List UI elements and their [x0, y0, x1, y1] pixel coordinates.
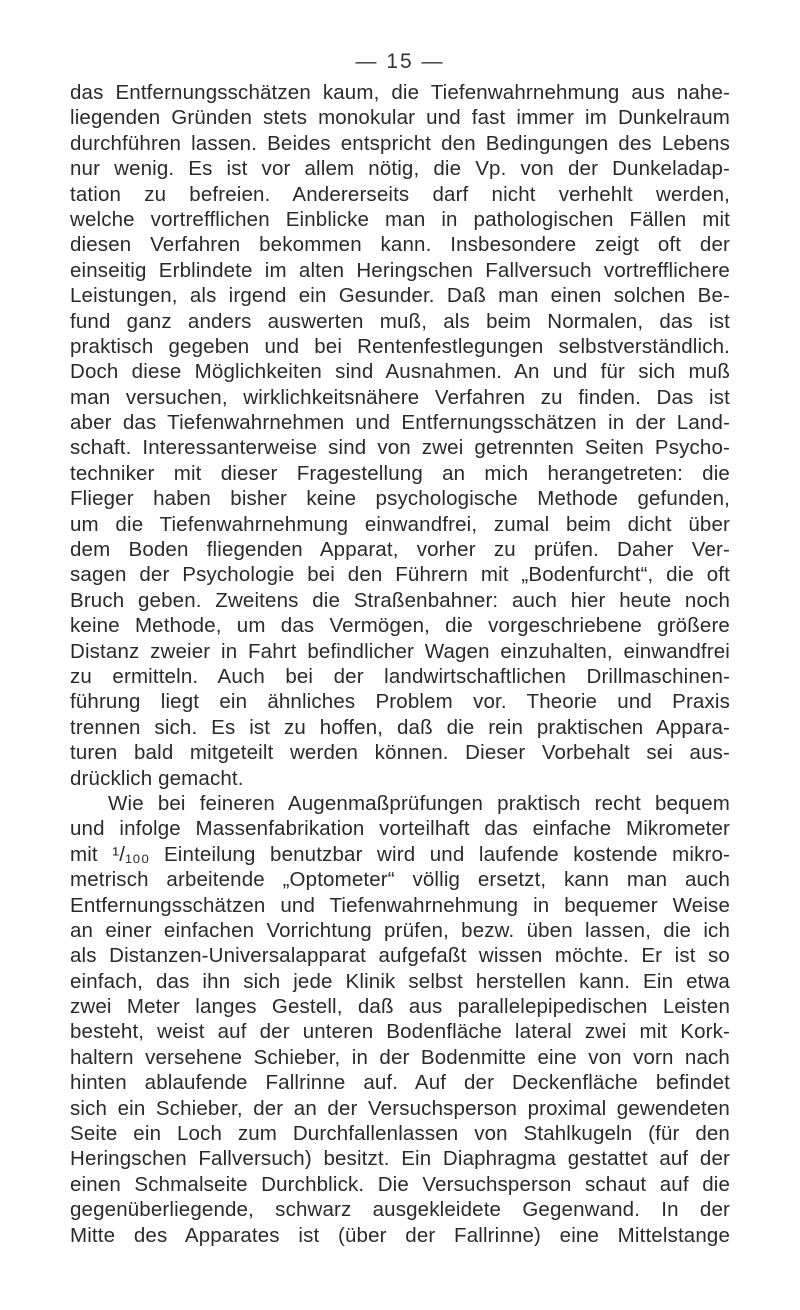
text-line: man versuchen, wirklichkeitsnähere Verfahren zu finden. Das ist: [70, 385, 730, 409]
text-line: einen Schmalseite Durchblick. Die Versuchsperson schaut auf die: [70, 1172, 730, 1196]
text-line: welche vortrefflichen Einblicke man in pathologischen Fällen mit: [70, 207, 730, 231]
text-line: an einer einfachen Vorrichtung prüfen, bezw. üben lassen, die ich: [70, 918, 730, 942]
text-line: als Distanzen-Universalapparat aufgefaßt wissen möchte. Er ist so: [70, 944, 730, 968]
text-line: nur wenig. Es ist vor allem nötig, die Vp. von der Dunkeladap-: [70, 157, 730, 181]
text-line: Distanz zweier in Fahrt befindlicher Wagen einzuhalten, einwandfrei: [70, 639, 730, 663]
page-number: — 15 —: [355, 50, 445, 73]
text-line: sagen der Psychologie bei den Führern mit „Bodenfurcht“, die oft: [70, 563, 730, 587]
text-line: schaft. Interessanterweise sind von zwei getrennten Seiten Psycho-: [70, 436, 730, 460]
text-line: um die Tiefenwahrnehmung einwandfrei, zumal beim dicht über: [70, 512, 730, 536]
text-line: gegenüberliegende, schwarz ausgekleidete Gegenwand. In der: [70, 1198, 730, 1222]
text-line: Leistungen, als irgend ein Gesunder. Daß man einen solchen Be-: [70, 284, 730, 308]
text-line: tation zu befreien. Andererseits darf nicht verhehlt werden,: [70, 182, 730, 206]
text-line: sich ein Schieber, der an der Versuchsperson proximal gewendeten: [70, 1096, 730, 1120]
text-line: Bruch geben. Zweitens die Straßenbahner: auch hier heute noch: [70, 588, 730, 612]
text-line: Flieger haben bisher keine psychologische Methode gefunden,: [70, 487, 730, 511]
text-line: mit ¹/₁₀₀ Einteilung benutzbar wird und laufende kostende mikro-: [70, 842, 730, 866]
text-line: trennen sich. Es ist zu hoffen, daß die rein praktischen Appara-: [70, 715, 730, 739]
text-line: hinten ablaufende Fallrinne auf. Auf der Deckenfläche befindet: [70, 1071, 730, 1095]
body-text: [70, 80, 730, 1248]
text-line: zwei Meter langes Gestell, daß aus parallelepipedischen Leisten: [70, 995, 730, 1019]
text-line: einseitig Erblindete im alten Heringschen Fallversuch vortrefflichere: [70, 258, 730, 282]
text-line: aber das Tiefenwahrnehmen und Entfernungsschätzen in der Land-: [70, 411, 730, 435]
text-line: keine Methode, um das Vermögen, die vorgeschriebene größere: [70, 614, 730, 638]
text-line: liegenden Gründen stets monokular und fast immer im Dunkelraum: [70, 106, 730, 130]
text-line: einfach, das ihn sich jede Klinik selbst herstellen kann. Ein etwa: [70, 969, 730, 993]
text-line: Doch diese Möglichkeiten sind Ausnahmen. An und für sich muß: [70, 360, 730, 384]
text-line: zu ermitteln. Auch bei der landwirtschaftlichen Drillmaschinen-: [70, 664, 730, 688]
text-line: das Entfernungsschätzen kaum, die Tiefenwahrnehmung aus nahe-: [70, 81, 730, 104]
text-line: dem Boden fliegenden Apparat, vorher zu prüfen. Daher Ver-: [70, 538, 730, 562]
text-line: Seite ein Loch zum Durchfallenlassen von Stahlkugeln (für den: [70, 1122, 730, 1146]
text-line: diesen Verfahren bekommen kann. Insbesondere zeigt oft der: [70, 233, 730, 257]
text-line: besteht, weist auf der unteren Bodenfläche lateral zwei mit Kork-: [70, 1020, 730, 1044]
text-line: techniker mit dieser Fragestellung an mich herangetreten: die: [70, 461, 730, 485]
text-line: Heringschen Fallversuch) besitzt. Ein Diaphragma gestattet auf der: [70, 1147, 730, 1171]
text-line: Wie bei feineren Augenmaßprüfungen praktisch recht bequem: [108, 791, 730, 815]
text-line: Mitte des Apparates ist (über der Fallrinne) eine Mittelstange: [70, 1223, 730, 1247]
text-line: führung liegt ein ähnliches Problem vor. Theorie und Praxis: [70, 690, 730, 714]
text-line: haltern versehene Schieber, in der Bodenmitte eine von vorn nach: [70, 1045, 730, 1069]
text-line: und infolge Massenfabrikation vorteilhaft das einfache Mikrometer: [70, 817, 730, 841]
text-line: metrisch arbeitende „Optometer“ völlig ersetzt, kann man auch: [70, 868, 730, 892]
text-line: turen bald mitgeteilt werden können. Dieser Vorbehalt sei aus-: [70, 741, 730, 765]
text-line: durchführen lassen. Beides entspricht den Bedingungen des Lebens: [70, 131, 730, 155]
text-line: drücklich gemacht.: [70, 766, 244, 790]
text-line: fund ganz anders auswerten muß, als beim Normalen, das ist: [70, 309, 730, 333]
text-line: praktisch gegeben und bei Rentenfestlegungen selbstverständlich.: [70, 334, 730, 358]
text-line: Entfernungsschätzen und Tiefenwahrnehmung in bequemer Weise: [70, 893, 730, 917]
